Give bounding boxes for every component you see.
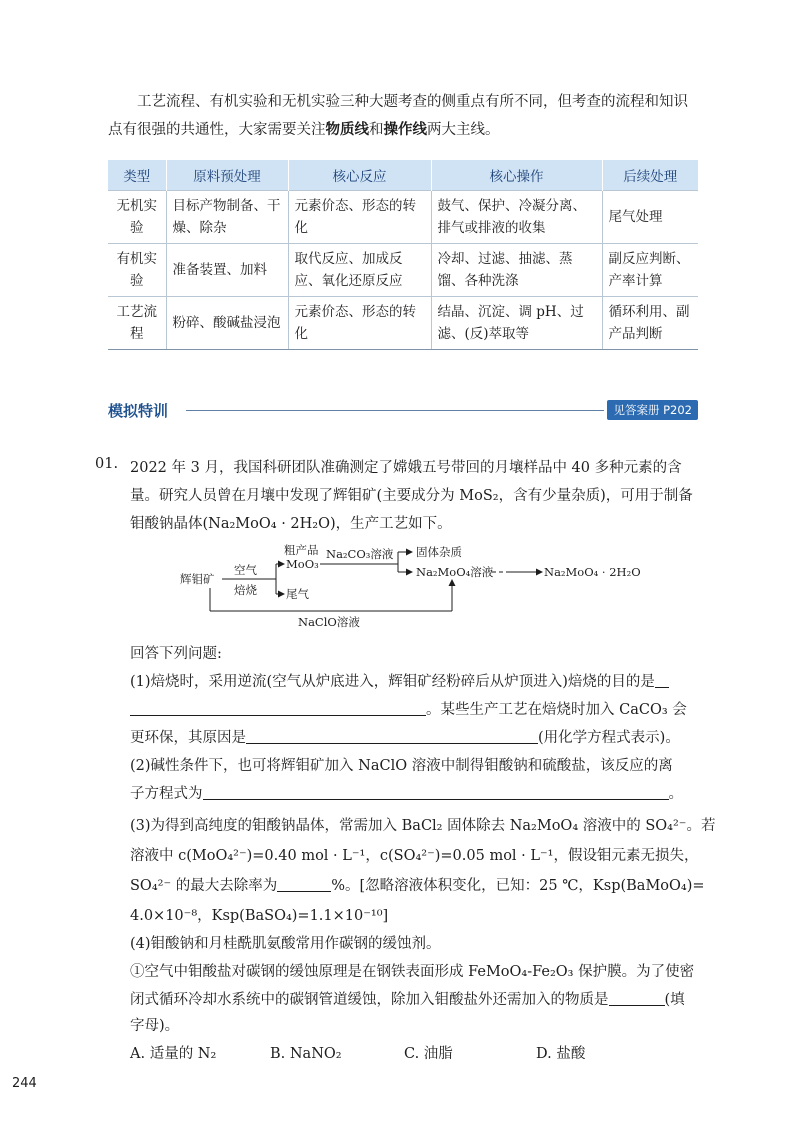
q4-text-c1: 闭式循环冷却水系统中的碳钢管道缓蚀，除加入钼酸盐外还需加入的物质是	[130, 992, 609, 1008]
flow-air: 空气	[234, 563, 257, 577]
q4-text-c2: (填	[664, 992, 685, 1008]
table-header: 原料预处理	[166, 160, 288, 191]
answer-blank[interactable]	[655, 669, 669, 688]
q3-line-4: 4.0×10⁻⁸，Ksp(BaSO₄)=1.1×10⁻¹⁰]	[130, 908, 389, 924]
flow-roast: 焙烧	[234, 583, 257, 597]
flow-tail-gas: 尾气	[286, 587, 309, 601]
q1-text-d: (用化学方程式表示)。	[538, 730, 680, 746]
table-cell: 鼓气、保护、冷凝分离、排气或排液的收集	[431, 191, 602, 244]
answer-blank[interactable]	[277, 873, 331, 892]
table-header-row	[108, 160, 698, 191]
intro-bold-material-line: 物质线	[325, 122, 369, 138]
flow-reagent-naclo: NaClO溶液	[298, 615, 360, 629]
flow-reagent-na2co3: Na₂CO₃溶液	[326, 547, 394, 561]
section-header	[108, 400, 698, 422]
table-cell: 取代反应、加成反应、氧化还原反应	[288, 244, 431, 297]
q2-text-b: 子方程式为	[130, 786, 203, 802]
intro-text: 工艺流程、有机实验和无机实验三种大题考查的侧重点有所不同，但考查的流程和知识点有很强的共通性，大家需要关注	[108, 94, 688, 138]
q2-line-1: (2)碱性条件下，也可将辉钼矿加入 NaClO 溶液中制得钼酸钠和硫酸盐，该反应的离	[130, 758, 673, 774]
table-cell: 目标产物制备、干燥、除杂	[166, 191, 288, 244]
flow-crude-moo3: MoO₃	[286, 557, 319, 571]
table-cell: 尾气处理	[602, 191, 698, 244]
table-cell: 副反应判断、产率计算	[602, 244, 698, 297]
flow-raw-ore: 辉钼矿	[180, 572, 215, 586]
table-cell: 工艺流程	[108, 297, 166, 350]
table-cell: 粉碎、酸碱盐浸泡	[166, 297, 288, 350]
section-title: 模拟特训	[108, 402, 169, 420]
option-a[interactable]: A. 适量的 N₂	[130, 1046, 217, 1062]
q1-text-a: (1)焙烧时，采用逆流(空气从炉底进入，辉钼矿经粉碎后从炉顶进入)焙烧的目的是	[130, 674, 655, 690]
answer-blank[interactable]	[203, 781, 669, 800]
comparison-table	[108, 160, 698, 350]
q4-line-3	[130, 986, 700, 1014]
table-cell: 元素价态、形态的转化	[288, 191, 431, 244]
table-header: 后续处理	[602, 160, 698, 191]
q4-line-1: (4)钼酸钠和月桂酰肌氨酸常用作碳钢的缓蚀剂。	[130, 936, 441, 952]
table-cell: 无机实验	[108, 191, 166, 244]
answer-reference-badge: 见答案册 P202	[607, 400, 698, 420]
question-stem: 2022 年 3 月，我国科研团队准确测定了嫦娥五号带回的月壤样品中 40 多种元素的含量。研究人员曾在月壤中发现了辉钼矿(主要成分为 MoS₂，含有少量杂质)，可用于制备钼酸钠晶体(Na₂MoO₄ · 2H₂O)，生产工艺如下。	[130, 460, 693, 532]
answer-blank[interactable]	[130, 697, 426, 716]
table-row	[108, 191, 698, 244]
table-cell: 循环利用、副产品判断	[602, 297, 698, 350]
q2-text-c: 。	[668, 786, 683, 802]
flow-solid-impurity: 固体杂质	[416, 545, 462, 559]
section-divider	[186, 410, 604, 411]
table-header: 核心反应	[288, 160, 431, 191]
table-cell: 冷却、过滤、抽滤、蒸馏、各种洗涤	[431, 244, 602, 297]
q3-line-2: 溶液中 c(MoO₄²⁻)=0.40 mol · L⁻¹，c(SO₄²⁻)=0.05 mol · L⁻¹，假设钼元素无损失，	[130, 848, 699, 864]
option-c[interactable]: C. 油脂	[404, 1046, 453, 1062]
page-number: 244	[12, 1076, 37, 1091]
table-cell: 元素价态、形态的转化	[288, 297, 431, 350]
table-row	[108, 244, 698, 297]
table-cell: 准备装置、加料	[166, 244, 288, 297]
intro-bold-operation-line: 操作线	[383, 122, 427, 138]
intro-paragraph	[108, 88, 698, 144]
q4-line-2: ①空气中钼酸盐对碳钢的缓蚀原理是在钢铁表面形成 FeMoO₄-Fe₂O₃ 保护膜。为了使密	[130, 964, 695, 980]
flow-product: Na₂MoO₄ · 2H₂O	[544, 565, 641, 579]
q4-line-4: 字母)。	[130, 1018, 180, 1034]
option-b[interactable]: B. NaNO₂	[270, 1046, 342, 1062]
flow-crude-label: 粗产品	[284, 543, 319, 557]
flow-na2moo4-solution: Na₂MoO₄溶液	[416, 565, 494, 579]
q2-line-2	[130, 780, 700, 808]
q1-line-3	[130, 724, 700, 752]
q1-line-2	[130, 696, 700, 724]
answer-prompt: 回答下列问题:	[130, 646, 222, 662]
q1-text-c: 更环保，其原因是	[130, 730, 246, 746]
intro-text-end: 两大主线。	[427, 122, 500, 138]
table-cell: 有机实验	[108, 244, 166, 297]
option-d[interactable]: D. 盐酸	[536, 1046, 586, 1062]
table-cell: 结晶、沉淀、调 pH、过滤、(反)萃取等	[431, 297, 602, 350]
question-number: 01.	[95, 456, 119, 472]
table-header: 核心操作	[431, 160, 602, 191]
table-header: 类型	[108, 160, 166, 191]
q3-line-3	[130, 872, 705, 900]
q3-text-c2: %。[忽略溶液体积变化，已知：25 ℃，Ksp(BaMoO₄)=	[331, 878, 705, 894]
answer-blank[interactable]	[246, 725, 538, 744]
table-row	[108, 297, 698, 350]
process-flow-diagram	[180, 536, 650, 632]
q3-text-c1: SO₄²⁻ 的最大去除率为	[130, 878, 278, 894]
intro-text-and: 和	[369, 122, 384, 138]
q1-text-b: 。某些生产工艺在焙烧时加入 CaCO₃ 会	[426, 702, 687, 718]
answer-blank[interactable]	[609, 987, 665, 1006]
q3-line-1: (3)为得到高纯度的钼酸钠晶体，常需加入 BaCl₂ 固体除去 Na₂MoO₄ 溶液中的 SO₄²⁻。若	[130, 818, 716, 834]
q1-line-1	[130, 668, 700, 696]
